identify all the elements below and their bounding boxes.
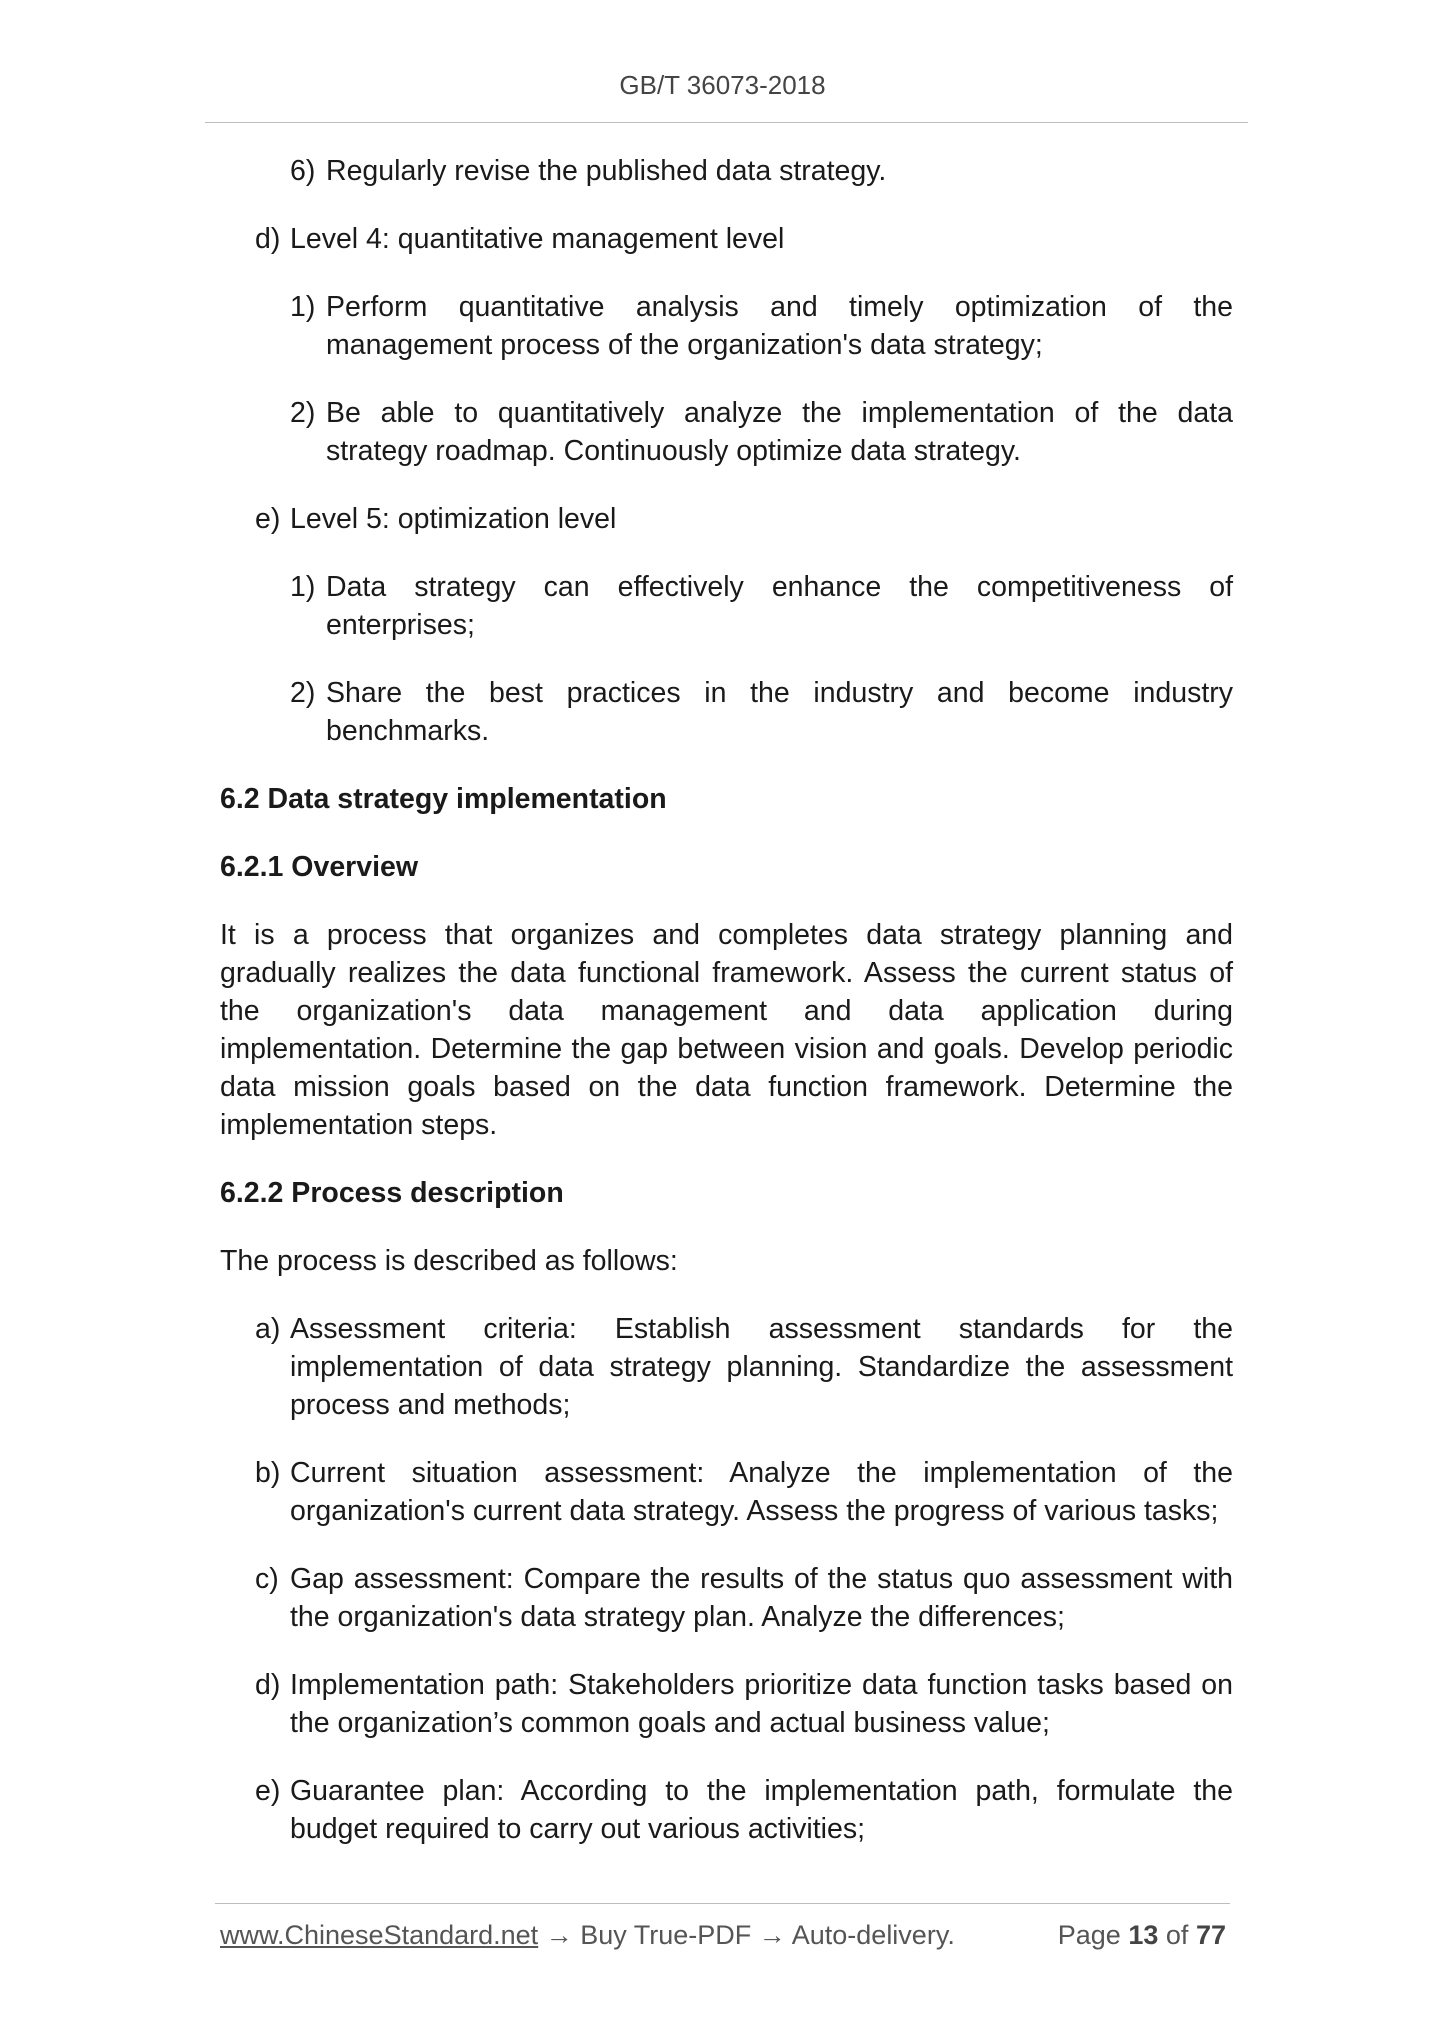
process-item xyxy=(255,1666,1233,1742)
process-item xyxy=(255,1310,1233,1424)
list-text: Be able to quantitatively analyze the implementation of the data strategy roadmap. Continuously optimize data strategy. xyxy=(326,397,1233,467)
page-label: Page xyxy=(1057,1920,1121,1950)
list-marker: 2) xyxy=(290,677,316,709)
page-current: 13 xyxy=(1128,1920,1159,1950)
list-text: Guarantee plan: According to the implementation path, formulate the budget required to carry out various activities; xyxy=(290,1775,1233,1845)
list-text: Gap assessment: Compare the results of the status quo assessment with the organization's data strategy plan. Analyze the differences; xyxy=(290,1563,1233,1633)
list-marker: e) xyxy=(255,503,281,535)
page-number xyxy=(1058,1920,1226,1951)
list-item xyxy=(290,152,1233,190)
list-item xyxy=(290,394,1233,470)
list-marker: 6) xyxy=(290,155,316,187)
list-text: Data strategy can effectively enhance the competitiveness of enterprises; xyxy=(326,571,1233,641)
process-item xyxy=(255,1560,1233,1636)
list-item xyxy=(290,568,1233,644)
footer-divider xyxy=(215,1903,1230,1904)
list-text: Assessment criteria: Establish assessment standards for the implementation of data strategy planning. Standardize the assessment process and methods; xyxy=(290,1313,1233,1421)
process-intro: The process is described as follows: xyxy=(220,1245,678,1277)
list-text: Current situation assessment: Analyze the implementation of the organization's current data strategy. Assess the progress of various tasks; xyxy=(290,1457,1233,1527)
list-text: Share the best practices in the industry and become industry benchmarks. xyxy=(326,677,1233,747)
subsection-heading-process: 6.2.2 Process description xyxy=(220,1177,564,1209)
section-heading: 6.2 Data strategy implementation xyxy=(220,783,667,815)
of-label: of xyxy=(1165,1920,1189,1950)
list-text: Level 5: optimization level xyxy=(290,503,617,535)
list-text: Perform quantitative analysis and timely optimization of the management process of the organization's data strategy; xyxy=(326,291,1233,361)
list-marker: d) xyxy=(255,223,281,255)
overview-paragraph: It is a process that organizes and completes data strategy planning and gradually realizes the data functional framework. Assess the current status of the organization's data management and data application during implementation. Determine the gap between vision and goals. Develop periodic data mission goals based on the data function framework. Determine the implementation steps. xyxy=(220,919,1233,1141)
website-link[interactable]: www.ChineseStandard.net xyxy=(220,1920,539,1950)
subsection-heading-overview: 6.2.1 Overview xyxy=(220,851,419,883)
list-marker: b) xyxy=(255,1457,281,1489)
footer-promo-text: → Buy True-PDF → Auto-delivery. xyxy=(538,1920,955,1950)
list-marker: 1) xyxy=(290,571,316,603)
list-marker: a) xyxy=(255,1313,281,1345)
list-marker: d) xyxy=(255,1669,281,1701)
page-header: GB/T 36073-2018 xyxy=(619,70,826,100)
page-footer xyxy=(220,1920,1226,1951)
process-item xyxy=(255,1454,1233,1530)
list-marker: c) xyxy=(255,1563,279,1595)
list-text: Implementation path: Stakeholders prioritize data function tasks based on the organization’s common goals and actual business value; xyxy=(290,1669,1233,1739)
page-content xyxy=(220,152,1233,1878)
list-item xyxy=(290,674,1233,750)
level-4-item xyxy=(255,220,1233,258)
list-item xyxy=(290,288,1233,364)
list-marker: e) xyxy=(255,1775,281,1807)
list-text: Level 4: quantitative management level xyxy=(290,223,785,255)
process-item xyxy=(255,1772,1233,1848)
list-marker: 1) xyxy=(290,291,316,323)
level-5-item xyxy=(255,500,1233,538)
header-divider xyxy=(205,122,1248,123)
page-total: 77 xyxy=(1195,1920,1226,1950)
list-marker: 2) xyxy=(290,397,316,429)
list-text: Regularly revise the published data strategy. xyxy=(326,155,887,187)
footer-promo xyxy=(220,1920,955,1951)
